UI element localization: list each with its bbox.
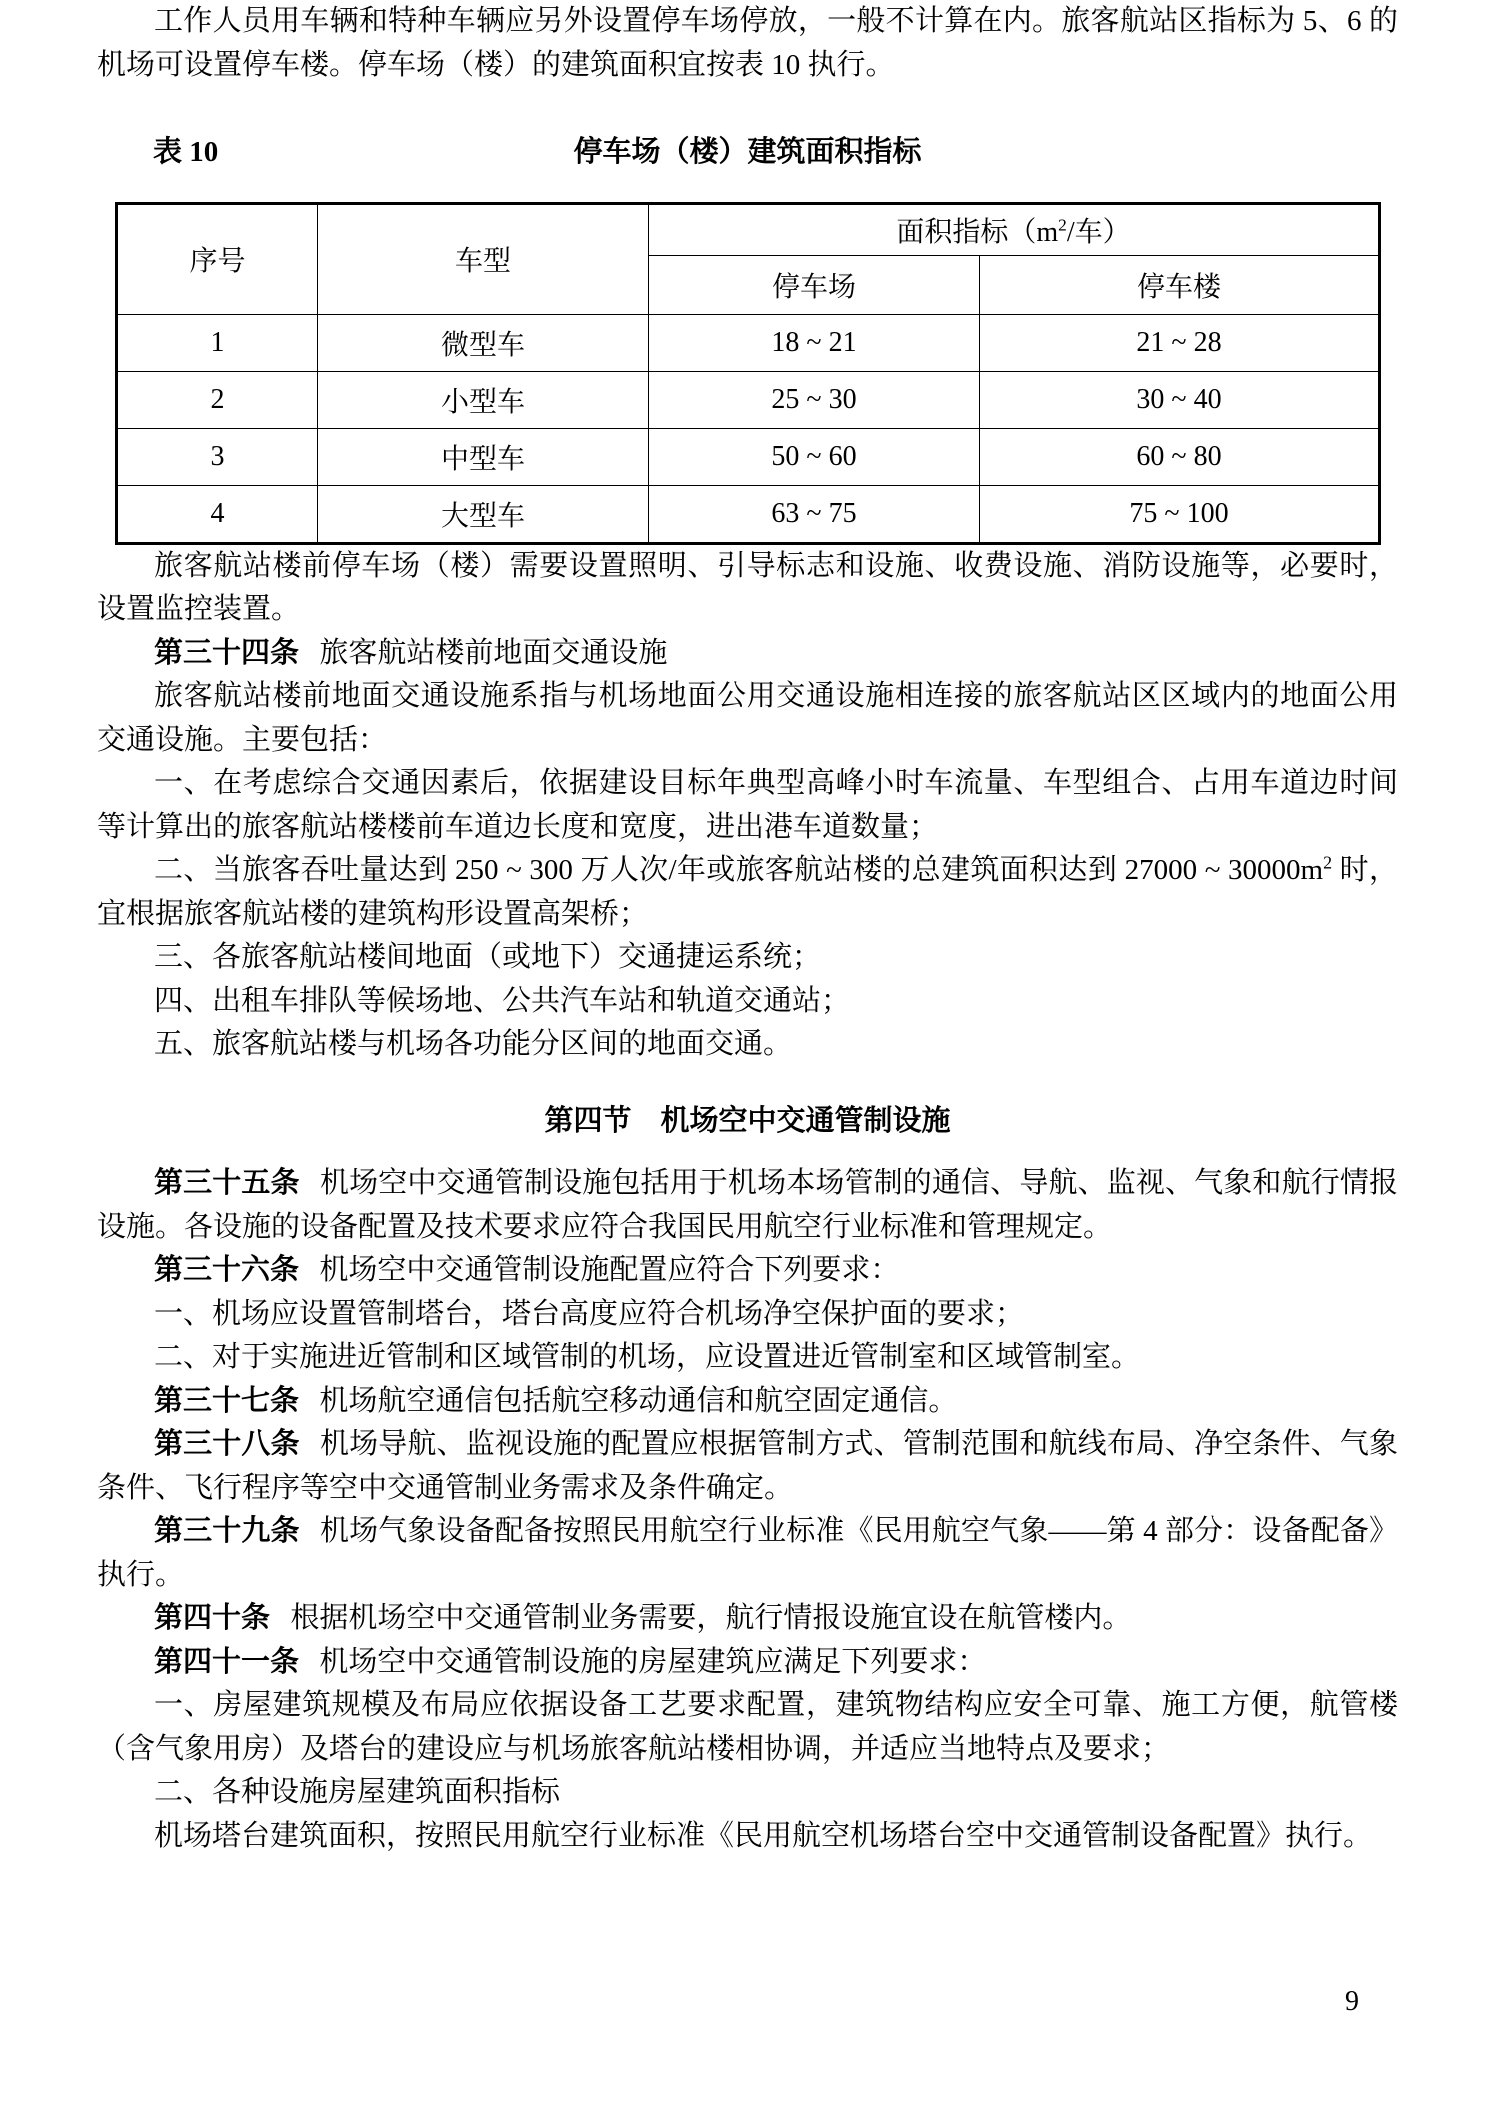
article-39-number: 第三十九条	[154, 1515, 300, 1547]
page-content	[97, 0, 1398, 1858]
header-area-pre: 面积指标（m	[896, 216, 1059, 248]
article-41-item-1: 一、房屋建筑规模及布局应依据设备工艺要求配置，建筑物结构应安全可靠、施工方便，航管楼（含气象用房）及塔台的建设应与机场旅客航站楼相协调，并适应当地特点及要求；	[97, 1689, 1398, 1765]
article-40-number: 第四十条	[154, 1602, 271, 1634]
cell-seq: 1	[117, 314, 318, 371]
header-area-index	[649, 203, 1380, 255]
cell-vehicle: 大型车	[318, 485, 649, 543]
cell-vehicle: 中型车	[318, 428, 649, 485]
list-item-3: 三、各旅客航站楼间地面（或地下）交通捷运系统；	[154, 941, 822, 973]
article-36	[97, 1249, 1398, 1293]
article-37-number: 第三十七条	[154, 1384, 300, 1417]
article-34-title: 旅客航站楼前地面交通设施	[319, 636, 668, 669]
cell-garage: 30 ~ 40	[980, 371, 1380, 428]
article-36-text: 机场空中交通管制设施配置应符合下列要求：	[319, 1254, 900, 1286]
header-garage: 停车楼	[980, 255, 1380, 314]
article-41	[97, 1641, 1398, 1685]
cell-vehicle: 小型车	[318, 371, 649, 428]
article-38-number: 第三十八条	[154, 1428, 300, 1460]
article-34-number: 第三十四条	[154, 636, 300, 669]
article-38	[97, 1423, 1398, 1510]
article-41-number: 第四十一条	[154, 1645, 300, 1678]
article-35	[97, 1162, 1398, 1249]
cell-seq: 3	[117, 428, 318, 485]
cell-seq: 2	[117, 371, 318, 428]
header-seq: 序号	[117, 203, 318, 314]
cell-lot: 25 ~ 30	[649, 371, 980, 428]
article-40-text: 根据机场空中交通管制业务需要，航行情报设施宜设在航管楼内。	[290, 1602, 1132, 1634]
article-35-number: 第三十五条	[154, 1167, 300, 1199]
paragraph-tower-area: 机场塔台建筑面积，按照民用航空行业标准《民用航空机场塔台空中交通管制设备配置》执行。	[154, 1819, 1373, 1852]
paragraph-ground-traffic: 旅客航站楼前地面交通设施系指与机场地面公用交通设施相连接的旅客航站区区域内的地面公用交通设施。主要包括：	[97, 680, 1398, 756]
list-item-1: 一、在考虑综合交通因素后，依据建设目标年典型高峰小时车流量、车型组合、占用车道边时间等计算出的旅客航站楼楼前车道边长度和宽度，进出港车道数量；	[97, 767, 1398, 843]
header-area-sup: 2	[1058, 215, 1067, 235]
cell-lot: 18 ~ 21	[649, 314, 980, 371]
table-row	[117, 371, 1380, 428]
header-lot: 停车场	[649, 255, 980, 314]
article-36-number: 第三十六条	[154, 1254, 300, 1286]
header-area-post: /车）	[1066, 216, 1131, 248]
cell-vehicle: 微型车	[318, 314, 649, 371]
cell-lot: 50 ~ 60	[649, 428, 980, 485]
article-36-item-1: 一、机场应设置管制塔台，塔台高度应符合机场净空保护面的要求；	[154, 1297, 1025, 1330]
list-item-2	[97, 849, 1398, 936]
cell-garage: 21 ~ 28	[980, 314, 1380, 371]
article-36-item-2: 二、对于实施进近管制和区域管制的机场，应设置进近管制室和区域管制室。	[154, 1341, 1141, 1373]
article-37-text: 机场航空通信包括航空移动通信和航空固定通信。	[319, 1384, 958, 1417]
list-item-5: 五、旅客航站楼与机场各功能分区间的地面交通。	[154, 1028, 793, 1060]
table-label: 表 10	[153, 136, 219, 168]
article-39-text: 机场气象设备配备按照民用航空行业标准《民用航空气象——第 4 部分：设备配备》执行。	[97, 1515, 1398, 1591]
article-34	[97, 632, 1398, 676]
section-4-heading	[97, 1100, 1398, 1144]
table-row	[117, 485, 1380, 543]
table-caption	[97, 131, 1398, 175]
paragraph-lighting: 旅客航站楼前停车场（楼）需要设置照明、引导标志和设施、收费设施、消防设施等，必要时，设置监控装置。	[97, 549, 1398, 625]
cell-lot: 63 ~ 75	[649, 485, 980, 543]
list-item-2-superscript: 2	[1323, 852, 1333, 873]
article-35-text: 机场空中交通管制设施包括用于机场本场管制的通信、导航、监视、气象和航行情报设施。各设施的设备配置及技术要求应符合我国民用航空行业标准和管理规定。	[97, 1167, 1398, 1243]
cell-garage: 60 ~ 80	[980, 428, 1380, 485]
section-4-number: 第四节	[544, 1104, 632, 1137]
list-item-4: 四、出租车排队等候场地、公共汽车站和轨道交通站；	[154, 984, 851, 1017]
article-41-item-2: 二、各种设施房屋建筑面积指标	[154, 1776, 561, 1808]
parking-area-table	[115, 202, 1381, 545]
article-39	[97, 1510, 1398, 1597]
article-38-text: 机场导航、监视设施的配置应根据管制方式、管制范围和航线布局、净空条件、气象条件、飞行程序等空中交通管制业务需求及条件确定。	[97, 1428, 1398, 1504]
header-vehicle: 车型	[318, 203, 649, 314]
cell-garage: 75 ~ 100	[980, 485, 1380, 543]
cell-seq: 4	[117, 485, 318, 543]
page-number: 9	[1345, 1986, 1359, 2017]
list-item-2-post: 时，宜根据旅客航站楼的建筑构形设置高架桥；	[97, 854, 1398, 930]
article-40	[97, 1597, 1398, 1641]
table-row	[117, 428, 1380, 485]
section-4-title: 机场空中交通管制设施	[660, 1104, 951, 1137]
table-row	[117, 314, 1380, 371]
table-title: 停车场（楼）建筑面积指标	[573, 136, 922, 168]
paragraph-intro: 工作人员用车辆和特种车辆应另外设置停车场停放，一般不计算在内。旅客航站区指标为 5、6 的机场可设置停车楼。停车场（楼）的建筑面积宜按表 10 执行。	[97, 5, 1398, 81]
article-37	[97, 1380, 1398, 1424]
table-header-row-1	[117, 203, 1380, 255]
article-41-text: 机场空中交通管制设施的房屋建筑应满足下列要求：	[319, 1645, 987, 1678]
list-item-2-pre: 二、当旅客吞吐量达到 250 ~ 300 万人次/年或旅客航站楼的总建筑面积达到 27000 ~ 30000m	[154, 854, 1324, 886]
